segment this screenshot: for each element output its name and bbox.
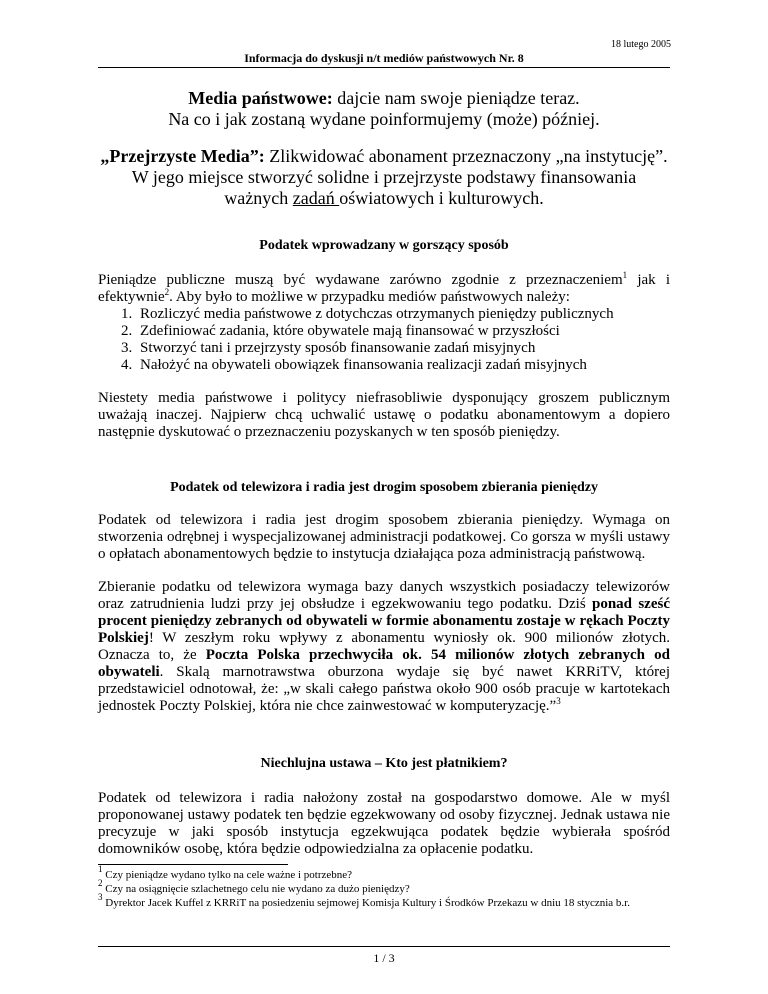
footnote-rule [98,864,288,865]
title2-line2: W jego miejsce stworzyć solidne i przejrzyste podstawy finansowania [131,167,637,187]
title-block-2 [98,146,670,209]
list-item: 1. Rozliczyć media państwowe z dotychczas otrzymanych pieniędzy publicznych [136,306,670,323]
section2-p2-e: . Skalą marnotrawstwa oburzona wydaje się być nawet KRRiTV, której przedstawiciel odnotował, że: „w skali całego państwa około 900 osób pracuje w kartotekach jednostek Poczty Polskiej, która nie chce zainwestować w komputeryzację.” [98,664,670,714]
footnote-ref-3[interactable]: 3 [556,696,561,706]
footer-rule [98,946,670,947]
footnote-num: 3 [98,892,103,902]
section3-heading: Niechlujna ustawa – Kto jest płatnikiem? [260,756,508,771]
footnote-ref-1[interactable]: 1 [622,270,628,280]
title2-rest: Zlikwidować abonament przeznaczony „na instytucję”. [264,146,668,166]
section2-p2-bold2: Poczta Polska przechwyciła ok. 54 milionów złotych zebranych od obywateli [98,647,670,680]
list-item: 4. Nałożyć na obywateli obowiązek finansowania realizacji zadań misyjnych [136,357,670,374]
section2-heading: Podatek od telewizora i radia jest drogim sposobem zbierania pieniędzy [170,480,598,495]
title1-bold: Media państwowe: [188,88,333,108]
section2-paragraph2 [98,579,670,715]
list-item: 3. Stworzyć tani i przejrzysty sposób finansowanie zadań misyjnych [136,340,670,357]
section3-paragraph1: Podatek od telewizora i radia nałożony został na gospodarstwo domowe. Ale w myśl proponowanej ustawy podatek ten będzie egzekwowany od osoby fizycznej. Jednak ustawa nie precyzuje w jaki sposób instytucja egzekwująca podatek będzie wybierała spośród domowników osobę, która będzie odpowiedzialna za opłacenie podatku. [98,790,670,857]
section1-paragraph2: Niestety media państwowe i politycy niefrasobliwie dysponujący groszem publicznym uważają inaczej. Najpierw chcą uchwalić ustawę o podatku abonamentowym a dopiero następnie dyskutować o przeznaczeniu pozyskanych w ten sposób pieniędzy. [98,390,670,440]
footnote-num: 2 [98,878,103,888]
section1-p1-c: . Aby było to możliwe w przypadku mediów państwowych należy: [169,289,570,305]
section1-heading: Podatek wprowadzany w gorszący sposób [259,238,509,253]
document-body [98,88,670,858]
title2-line3-underlined: zadań [292,188,340,208]
footnote-num: 1 [98,864,103,874]
header-rule [98,67,670,68]
section2-p2-c: ! W zeszłym roku wpływy z abonamentu wyniosły ok. 900 milionów złotych. Oznacza to, że [98,630,670,663]
footnote-text: Czy na osiągnięcie szlachetnego celu nie wydano za dużo pieniędzy? [102,883,410,895]
title1-line2: Na co i jak zostaną wydane poinformujemy (może) później. [168,109,600,129]
footnote-text: Czy pieniądze wydano tylko na cele ważne i potrzebne? [102,869,353,881]
title2-line3-pre: ważnych [224,188,293,208]
section2-p2-a: Zbieranie podatku od telewizora wymaga bazy danych wszystkich posiadaczy telewizorów oraz zatrudnienia ludzi przy jej obsłudze i egzekwowaniu tego podatku. Dziś [98,579,670,612]
title2-line3-post: oświatowych i kulturowych. [339,188,544,208]
section1-paragraph1 [98,272,670,306]
footnote-2 [98,878,670,896]
section2-p2-bold1: ponad sześć procent pieniędzy zebranych od obywateli w formie abonamentu zostaje w rękach Poczty Polskiej [98,596,670,646]
footnote-1 [98,864,670,882]
title2-bold: „Przejrzyste Media”: [100,146,265,166]
section2-paragraph1: Podatek od telewizora i radia jest drogim sposobem zbierania pieniędzy. Wymaga on stworzenia odrębnej i wyspecjalizowanej administracji podatkowej. Co gorsza w myśli ustawy o opłatach abonamentowych będzie to instytucja działająca poza administracją państwową. [98,512,670,562]
list-item: 2. Zdefiniować zadania, które obywatele mają finansować w przyszłości [136,323,670,340]
document-date: 18 lutego 2005 [611,39,671,50]
footnote-ref-2[interactable]: 2 [164,287,170,297]
title1-rest: dajcie nam swoje pieniądze teraz. [332,88,580,108]
section1-p1-a: Pieniądze publiczne muszą być wydawane zarówno zgodnie z przeznaczeniem [98,272,623,288]
footnotes [98,864,670,910]
footnote-3 [98,892,670,910]
section1-p1-b: jak i efektywnie [98,272,670,305]
title-block-1 [98,88,670,130]
footnote-text: Dyrektor Jacek Kuffel z KRRiT na posiedzeniu sejmowej Komisja Kultury i Środków Przekazu w dniu 18 stycznia b.r. [102,897,630,909]
document-header: Informacja do dyskusji n/t mediów państwowych Nr. 8 [244,51,524,65]
requirements-list [98,306,670,374]
page-number: 1 / 3 [373,951,395,965]
